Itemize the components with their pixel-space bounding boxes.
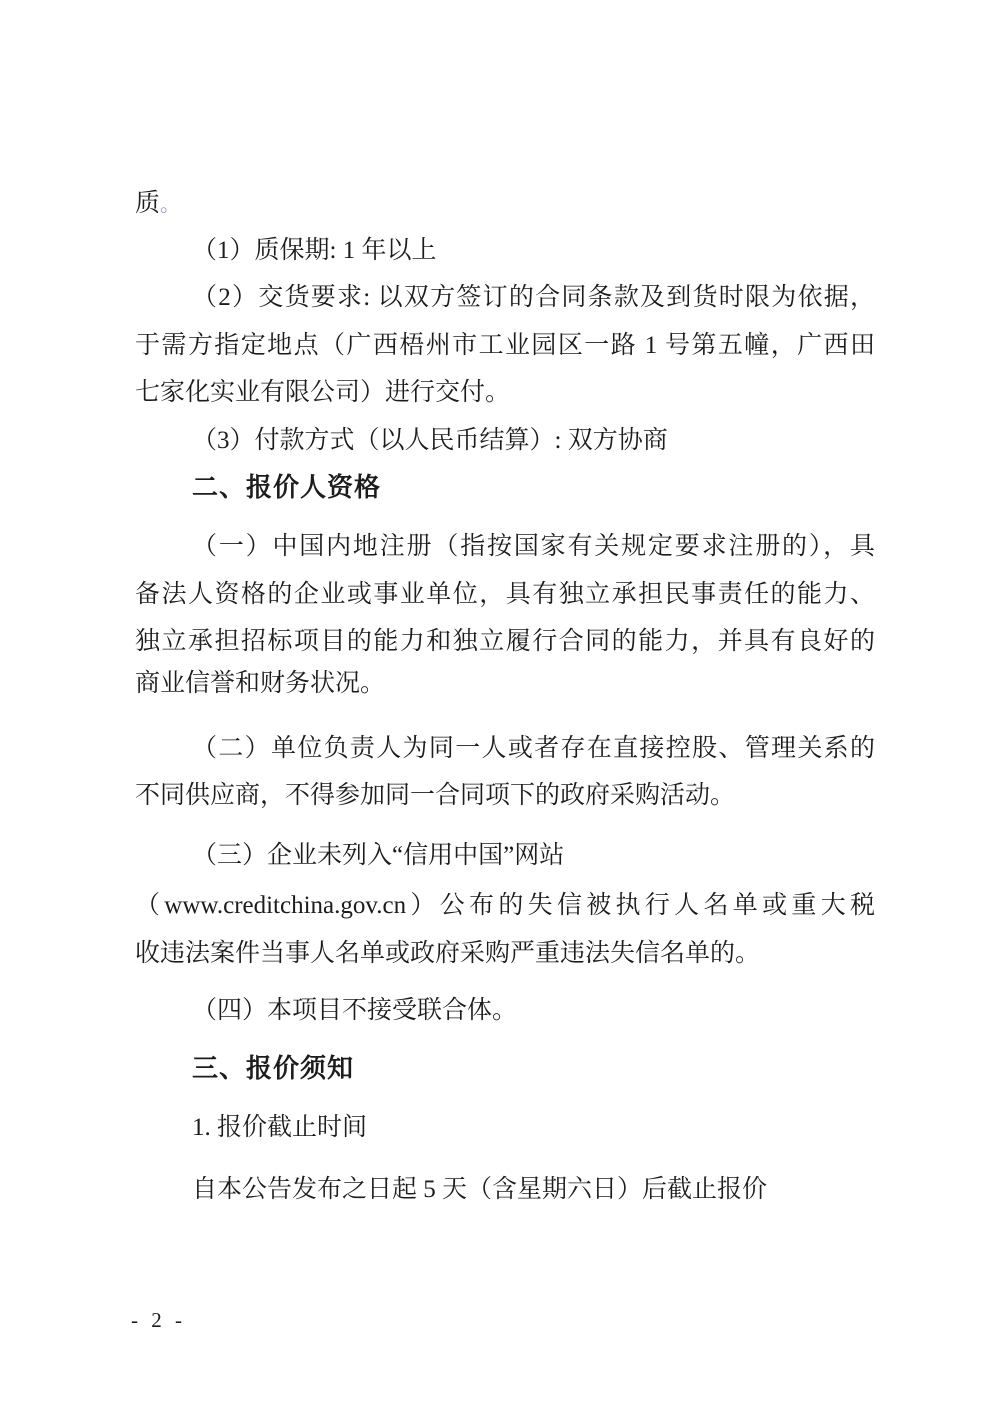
section-heading-bidder-qualification: 二、报价人资格 xyxy=(192,472,382,502)
qualification-item-1-line-3: 独立承担招标项目的能力和独立履行合同的能力，并具有良好的 xyxy=(135,628,875,655)
paragraph-tail-text: 质 xyxy=(135,190,161,217)
qualification-item-3-line-3: 收违法案件当事人名单或政府采购严重违法失信名单的。 xyxy=(135,940,761,967)
quotation-deadline-text: 自本公告发布之日起 5 天（含星期六日）后截止报价 xyxy=(192,1176,768,1203)
qualification-item-4: （四）本项目不接受联合体。 xyxy=(192,997,518,1024)
qualification-item-2-line-1: （二）单位负责人为同一人或者存在直接控股、管理关系的 xyxy=(192,735,875,762)
period-revision-mark: 。 xyxy=(160,194,181,216)
qualification-item-2-line-2: 不同供应商，不得参加同一合同项下的政府采购活动。 xyxy=(135,782,736,809)
qualification-item-1-line-2: 备法人资格的企业或事业单位，具有独立承担民事责任的能力、 xyxy=(135,581,875,608)
delivery-requirement-item-line-2: 于需方指定地点（广西梧州市工业园区一路 1 号第五幢，广西田 xyxy=(135,332,875,359)
quotation-deadline-subheading: 1. 报价截止时间 xyxy=(192,1114,368,1141)
payment-method-item: （3）付款方式（以人民币结算）: 双方协商 xyxy=(192,427,668,454)
delivery-requirement-item-line-1: （2）交货要求: 以双方签订的合同条款及到货时限为依据， xyxy=(192,284,875,311)
qualification-item-1-line-1: （一）中国内地注册（指按国家有关规定要求注册的），具 xyxy=(192,533,875,560)
section-heading-quotation-notice: 三、报价须知 xyxy=(192,1053,355,1083)
warranty-period-item: （1）质保期: 1 年以上 xyxy=(192,237,437,264)
qualification-item-3-line-1: （三）企业未列入“信用中国”网站 xyxy=(192,842,565,869)
page-number: - 2 - xyxy=(131,1308,186,1332)
delivery-requirement-item-line-3: 七家化实业有限公司）进行交付。 xyxy=(135,379,511,406)
qualification-item-3-line-2: （www.creditchina.gov.cn）公布的失信被执行人名单或重大税 xyxy=(135,892,875,919)
paragraph-tail-line xyxy=(135,180,875,227)
qualification-item-1-line-4: 商业信誉和财务状况。 xyxy=(135,670,386,697)
